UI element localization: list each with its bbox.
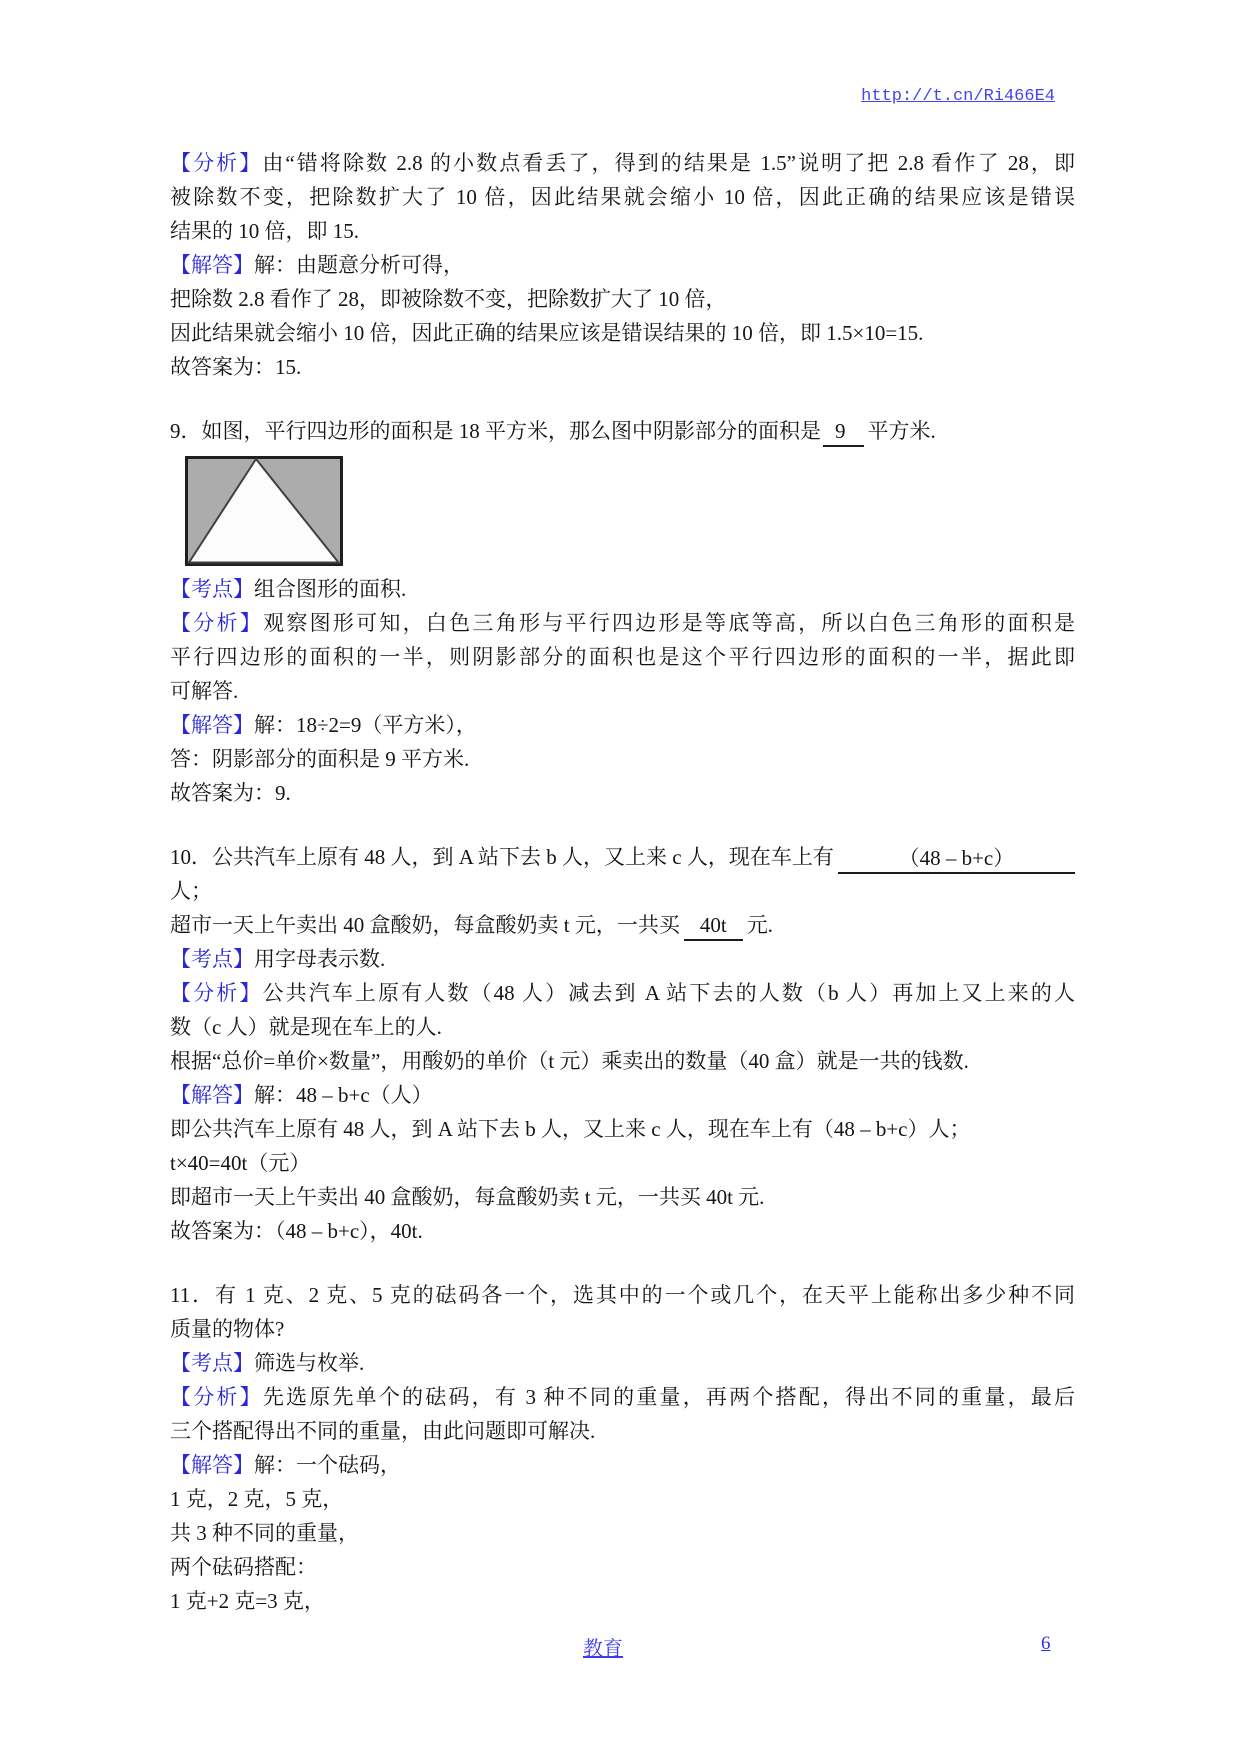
text-line bbox=[170, 1044, 1075, 1078]
text-line bbox=[170, 180, 1075, 214]
line-text: 数（c 人）就是现在车上的人. bbox=[170, 1015, 442, 1039]
text-line bbox=[170, 708, 1075, 742]
section-q8-solution bbox=[170, 146, 1075, 384]
question-text: 超市一天上午卖出 40 盒酸奶，每盒酸奶卖 t 元，一共买 bbox=[170, 913, 680, 937]
text-line bbox=[170, 1214, 1075, 1248]
answer-label: 【解答】 bbox=[170, 1083, 254, 1107]
section-q10 bbox=[170, 840, 1075, 1248]
parallelogram-shaded-figure bbox=[185, 456, 343, 566]
question-text: 平方米. bbox=[867, 419, 936, 443]
section-q9 bbox=[170, 414, 1075, 810]
text-line bbox=[170, 248, 1075, 282]
keypoint-label: 【考点】 bbox=[170, 1351, 254, 1375]
text-line bbox=[170, 674, 1075, 708]
text-line bbox=[170, 1516, 1075, 1550]
line-text: 解：由题意分析可得， bbox=[254, 253, 464, 277]
line-text: 平行四边形的面积的一半，则阴影部分的面积也是这个平行四边形的面积的一半，据此即 bbox=[170, 645, 1075, 669]
text-line bbox=[170, 1078, 1075, 1112]
question-text: 11．有 1 克、2 克、5 克的砝码各一个，选其中的一个或几个，在天平上能称出多少种不同 bbox=[170, 1283, 1075, 1307]
line-text: 公共汽车上原有人数（48 人）减去到 A 站下去的人数（b 人）再加上又上来的人 bbox=[262, 981, 1075, 1005]
text-line bbox=[170, 1346, 1075, 1380]
text-line bbox=[170, 1380, 1075, 1414]
text-line bbox=[170, 1550, 1075, 1584]
text-line bbox=[170, 1146, 1075, 1180]
text-line bbox=[170, 1448, 1075, 1482]
text-line bbox=[170, 146, 1075, 180]
line-text: 观察图形可知，白色三角形与平行四边形是等底等高，所以白色三角形的面积是 bbox=[263, 611, 1076, 635]
question-text: 9．如图，平行四边形的面积是 18 平方米，那么图中阴影部分的面积是 bbox=[170, 419, 821, 443]
answer-blank-q10-bus: （48 – b+c） bbox=[838, 845, 1075, 874]
text-line bbox=[170, 1010, 1075, 1044]
line-text: 故答案为：9. bbox=[170, 781, 291, 805]
answer-blank-q10-yogurt: 40t bbox=[684, 912, 743, 941]
text-line bbox=[170, 776, 1075, 810]
line-text: 组合图形的面积. bbox=[254, 577, 407, 601]
parallelogram-figure bbox=[185, 456, 1075, 566]
analysis-label: 【分析】 bbox=[170, 151, 263, 175]
question-text: 10．公共汽车上原有 48 人，到 A 站下去 b 人，又上来 c 人，现在车上有 bbox=[170, 845, 834, 869]
question-11-line-2 bbox=[170, 1312, 1075, 1346]
line-text: 共 3 种不同的重量， bbox=[170, 1521, 359, 1545]
text-line bbox=[170, 572, 1075, 606]
line-text: 解：一个砝码， bbox=[254, 1453, 401, 1477]
line-text: 答：阴影部分的面积是 9 平方米. bbox=[170, 747, 470, 771]
line-text: 故答案为：15. bbox=[170, 355, 302, 379]
text-line bbox=[170, 742, 1075, 776]
line-text: 用字母表示数. bbox=[254, 947, 386, 971]
text-line bbox=[170, 350, 1075, 384]
question-10-line bbox=[170, 840, 1075, 874]
footer-page-number[interactable]: 6 bbox=[1041, 1633, 1051, 1654]
analysis-label: 【分析】 bbox=[170, 981, 263, 1005]
question-text: 人； bbox=[170, 879, 212, 903]
line-text: t×40=40t（元） bbox=[170, 1151, 311, 1175]
line-text: 三个搭配得出不同的重量，由此问题即可解决. bbox=[170, 1419, 596, 1443]
text-line bbox=[170, 606, 1075, 640]
line-text: 把除数 2.8 看作了 28，即被除数不变，把除数扩大了 10 倍， bbox=[170, 287, 727, 311]
line-text: 两个砝码搭配： bbox=[170, 1555, 317, 1579]
footer-education-link[interactable]: 教育 bbox=[583, 1638, 623, 1660]
line-text: 被除数不变，把除数扩大了 10 倍，因此结果就会缩小 10 倍，因此正确的结果应该是错误 bbox=[170, 185, 1075, 209]
question-10-line-2 bbox=[170, 874, 1075, 908]
line-text: 解：18÷2=9（平方米）， bbox=[254, 713, 477, 737]
answer-blank-q9: 9 bbox=[823, 418, 864, 447]
question-9-line bbox=[170, 414, 1075, 448]
text-line bbox=[170, 1414, 1075, 1448]
text-line bbox=[170, 282, 1075, 316]
line-text: 结果的 10 倍，即 15. bbox=[170, 219, 359, 243]
line-text: 故答案为：（48 – b+c），40t. bbox=[170, 1219, 423, 1243]
line-text: 根据“总价=单价×数量”，用酸奶的单价（t 元）乘卖出的数量（40 盒）就是一共的钱数. bbox=[170, 1049, 969, 1073]
line-text: 筛选与枚举. bbox=[254, 1351, 365, 1375]
line-text: 由“错将除数 2.8 的小数点看丢了，得到的结果是 1.5”说明了把 2.8 看作了 28，即 bbox=[262, 151, 1075, 175]
line-text: 1 克+2 克=3 克， bbox=[170, 1589, 325, 1613]
text-line bbox=[170, 1584, 1075, 1618]
line-text: 先选原先单个的砝码，有 3 种不同的重量，再两个搭配，得出不同的重量，最后 bbox=[262, 1385, 1076, 1409]
line-text: 解：48 – b+c（人） bbox=[254, 1083, 433, 1107]
line-text: 1 克，2 克，5 克， bbox=[170, 1487, 344, 1511]
question-11-line bbox=[170, 1278, 1075, 1312]
section-q11 bbox=[170, 1278, 1075, 1618]
question-text: 质量的物体? bbox=[170, 1317, 285, 1341]
analysis-label: 【分析】 bbox=[170, 611, 264, 635]
text-line bbox=[170, 1112, 1075, 1146]
text-line bbox=[170, 214, 1075, 248]
text-line bbox=[170, 1180, 1075, 1214]
answer-label: 【解答】 bbox=[170, 713, 254, 737]
line-text: 可解答. bbox=[170, 679, 239, 703]
question-10-line-3 bbox=[170, 908, 1075, 942]
keypoint-label: 【考点】 bbox=[170, 577, 254, 601]
text-line bbox=[170, 942, 1075, 976]
line-text: 即公共汽车上原有 48 人，到 A 站下去 b 人，又上来 c 人，现在车上有（48 – b+c）人； bbox=[170, 1117, 971, 1141]
answer-label: 【解答】 bbox=[170, 253, 254, 277]
text-line bbox=[170, 1482, 1075, 1516]
text-line bbox=[170, 640, 1075, 674]
keypoint-label: 【考点】 bbox=[170, 947, 254, 971]
line-text: 因此结果就会缩小 10 倍，因此正确的结果应该是错误结果的 10 倍，即 1.5×10=15. bbox=[170, 321, 924, 345]
answer-label: 【解答】 bbox=[170, 1453, 254, 1477]
document-body bbox=[170, 146, 1075, 1618]
header-short-url-link[interactable]: http://t.cn/Ri466E4 bbox=[861, 87, 1055, 106]
line-text: 即超市一天上午卖出 40 盒酸奶，每盒酸奶卖 t 元，一共买 40t 元. bbox=[170, 1185, 765, 1209]
question-text: 元. bbox=[746, 913, 773, 937]
text-line bbox=[170, 316, 1075, 350]
analysis-label: 【分析】 bbox=[170, 1385, 263, 1409]
text-line bbox=[170, 976, 1075, 1010]
